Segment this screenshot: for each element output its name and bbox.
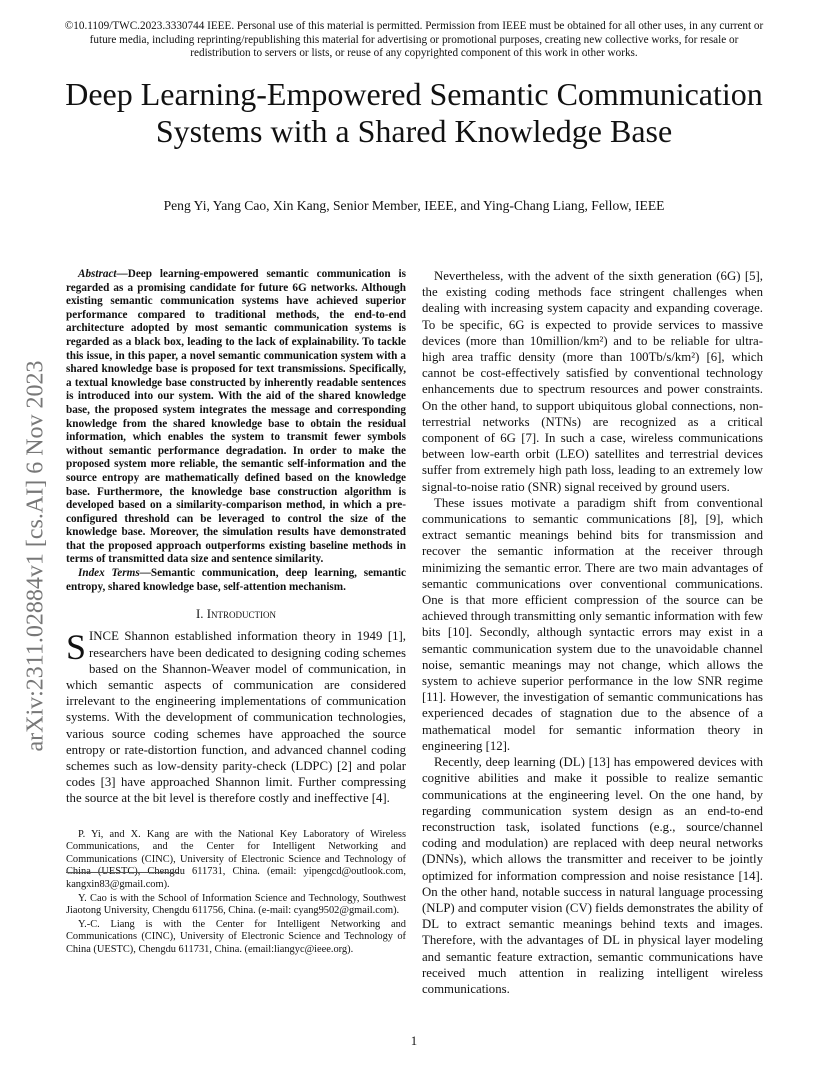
index-terms [66,567,406,594]
footnotes [66,829,406,957]
copyright-notice: ©10.1109/TWC.2023.3330744 IEEE. Personal use of this material is permitted. Permission from IEEE must be obtained for all other uses, in any current or future media, including reprinting/republishing this material for advertising or promotional purposes, creating new collective works, for resale or redistribution to servers or lists, or reuse of any copyrighted component of this work in other works. [64,20,764,60]
body-paragraph: These issues motivate a paradigm shift from conventional communications to semantic communications [8], [9], which extract semantic meanings behind bits for transmission and recover the semantic information at the receiver through minimizing the semantic error. There are two main advantages of semantic communications over conventional communications. One is that more efficient compression of the source can be achieved through transmitting only semantic information with few bits [10]. Secondly, although syntactic errors may exist in a semantic communication system due to the unavoidable channel noise, semantic meanings may not change, which allows the system to achieve superior performance in the low SNR regime [11]. However, the investigation of semantic communications has experienced decades of stagnation due to the absence of a mathematical model for semantic information theory in engineering [12]. [422,495,763,753]
footnote-item: Y.-C. Liang is with the Center for Intelligent Networking and Communications (CINC), University of Electronic Science and Technology of China (UESTC), Chengdu 611731, China. (email:liangyc@ieee.org). [66,918,406,956]
author-line: Peng Yi, Yang Cao, Xin Kang, Senior Member, IEEE, and Ying-Chang Liang, Fellow, IEEE [163,198,665,213]
section-title: Introduction [206,607,276,622]
footnote-item: Y. Cao is with the School of Information Science and Technology, Southwest Jiaotong University, Chengdu 611756, China. (e-mail: cyang9502@gmail.com). [66,892,406,917]
arxiv-stamp [6,276,66,836]
paper-title: Deep Learning-Empowered Semantic Communication Systems with a Shared Knowledge Base [65,76,763,149]
index-terms-text: —Semantic communication, deep learning, semantic entropy, shared knowledge base, self-attention mechanism. [66,567,406,593]
body-paragraph: Recently, deep learning (DL) [13] has empowered devices with cognitive abilities and make it possible to realize semantic communications at the engineering level. On the one hand, by regarding communication system design as an end-to-end reconstruction task, isolated functions (e.g., source/channel coding and modulation) are replaced with deep neural networks (DNNs), which allows the transmitter and receiver to be jointly optimized for information compression and noise resistance [14]. On the other hand, notable success in natural language processing (NLP) and computer vision (CV) fields demonstrates the ability of DL to extract semantic meanings behind texts and images. Therefore, with the advantages of DL in physical layer modeling and semantic feature extraction, semantic communications have received much attention in realizing intelligent wireless communications. [422,755,763,996]
drop-cap: S [66,627,87,668]
right-column [422,268,763,997]
index-terms-label: Index Terms [78,567,140,580]
page-number: 1 [410,1034,418,1048]
intro-text: INCE Shannon established information theory in 1949 [1], researchers have been dedicated to designing coding schemes based on the Shannon-Weaver model of communication, in which semantic aspects of communication are considered irrelevant to the engineering implementations of communication systems. With the development of communication technologies, various source coding schemes have approached the source entropy or rate-distortion function, and advanced channel coding schemes such as low-density parity-check (LDPC) [2] and polar codes [3] have approached Shannon limit. Further compressing the source at the bit level is therefore costly and ineffective [4]. [66,629,406,806]
section-number: I. [196,607,207,622]
intro-paragraph [66,628,406,806]
abstract-label: Abstract [78,268,117,280]
body-paragraph: Nevertheless, with the advent of the sixth generation (6G) [5], the existing coding methods face stringent challenges when dealing with increasing system capacity and expanding coverage. To be specific, 6G is expected to provide services to massive devices (more than 10million/km²) and to be reliable for ultra-high area traffic density (more than 100Tb/s/km²) [6], which cannot be cost-effectively satisfied by conventional technology enhancements due to spectrum resources and power constraints. On the other hand, to support ubiquitous global connections, non-terrestrial networks (NTNs) are recognized as a critical component of 6G [7]. In such a case, wireless communications between low-earth orbit (LEO) satellites and terrestrial devices suffer from extremely high path loss, leading to an extremely low signal-to-noise ratio (SNR) signal received by ground users. [422,269,763,494]
abstract [66,268,406,567]
abstract-text: —Deep learning-empowered semantic communication is regarded as a promising candidate for future 6G networks. Although existing semantic communication systems have achieved superior performance compared to traditional methods, the end-to-end architecture adopted by most semantic communication systems is regarded as a black box, leading to the lack of explainability. To tackle this issue, in this paper, a novel semantic communication system with a shared knowledge base is proposed for text transmissions. Specifically, a textual knowledge base constructed by inherently readable sentences is introduced into our system. With the aid of the shared knowledge base, the proposed system integrates the message and corresponding knowledge from the shared knowledge base to obtain the residual information, which enables the system to transmit fewer symbols without semantic performance degradation. In order to make the proposed system more reliable, the semantic self-information and the source entropy are mathematically defined based on the knowledge base. Furthermore, the knowledge base construction algorithm is developed based on a similarity-comparison method, in which a pre-configured threshold can be leveraged to control the size of the knowledge base. Moreover, the simulation results have demonstrated that the proposed approach outperforms existing baseline methods in terms of transmitted data size and sentence similarity. [66,268,406,566]
footnote-item: P. Yi, and X. Kang are with the National Key Laboratory of Wireless Communications, and the Center for Intelligent Networking and Communications (CINC), University of Electronic Science and Technology of China (UESTC), Chengdu 611731, China. (email: yipengcd@outlook.com, kangxin83@gmail.com). [66,828,406,891]
section-heading [66,606,406,622]
footnote-rule [66,872,178,873]
arxiv-stamp-text: arXiv:2311.02884v1 [cs.AI] 6 Nov 2023 [22,360,49,752]
left-column [66,268,406,958]
